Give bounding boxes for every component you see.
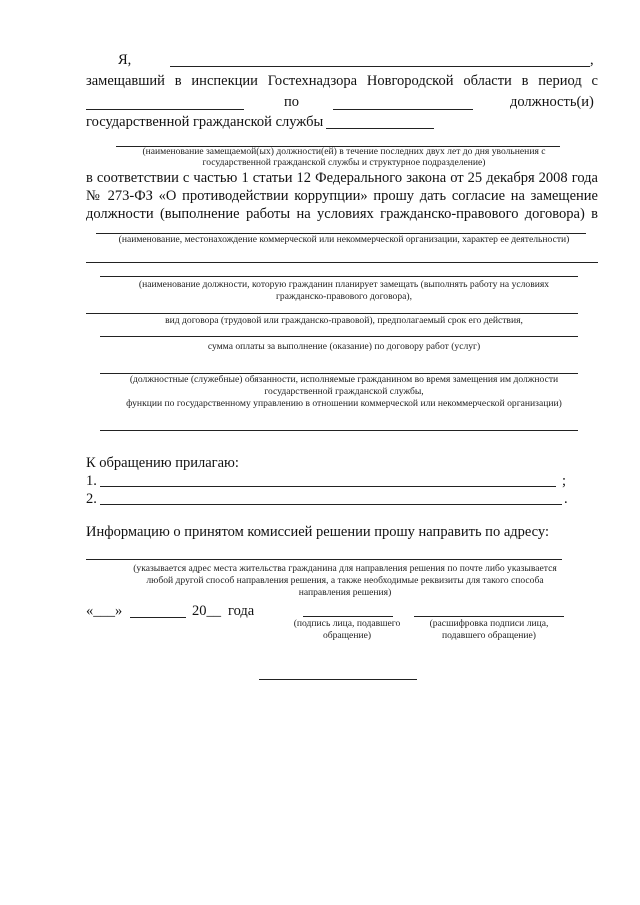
caption-6-line-1: (должностные (служебные) обязанности, исполняемые гражданином во время замещения им должности (129, 374, 559, 385)
attachment-2-line[interactable] (100, 504, 562, 505)
period-from-line[interactable] (86, 109, 244, 110)
intro-line-2: замещавший в инспекции Гостехнадзора Новгородской области в период с (86, 73, 598, 89)
caption-7-line-3: направления решения) (298, 587, 392, 598)
attachment-1-end: ; (562, 473, 567, 489)
signature-decode-line[interactable] (414, 616, 564, 617)
body-line-1: в соответствии с частью 1 статьи 12 Федерального закона от 25 декабря 2008 года (86, 170, 598, 186)
caption-1-line-1: (наименование замещаемой(ых) должности(ей) в течение последних двух лет до дня увольнения с (142, 146, 546, 157)
attachment-1-line[interactable] (100, 486, 556, 487)
caption-3-line-2: гражданско-правового договора), (276, 291, 412, 302)
body-line-2: № 273-ФЗ «О противодействии коррупции» прошу дать согласие на замещение (86, 188, 598, 204)
attachment-2-number: 2. (86, 491, 97, 507)
signature-line[interactable] (303, 616, 393, 617)
payment-field-line[interactable] (100, 336, 578, 337)
date-year-word: года (228, 603, 255, 619)
name-field-line[interactable] (170, 66, 590, 67)
caption-7-line-2: любой другой способ направления решения, а также необходимые реквизиты для такого способа (146, 575, 544, 586)
caption-2: (наименование, местонахождение коммерческой или некоммерческой организации, характер ее деятельности) (118, 234, 570, 245)
date-day[interactable]: «___» (86, 603, 123, 619)
caption-7-line-1: (указывается адрес места жительства гражданина для направления решения по почте либо указывается (133, 563, 557, 574)
intro-ya: Я, (118, 52, 132, 68)
signature-label-line-2: обращение) (322, 630, 372, 641)
period-to-line[interactable] (333, 109, 473, 110)
footer-separator (259, 679, 417, 680)
contract-type-field-line[interactable] (86, 313, 578, 314)
intro-po: по (284, 94, 300, 110)
body-line-3: должности (выполнение работы на условиях гражданско-правового договора) в (86, 206, 598, 222)
signature-label-line-1: (подпись лица, подавшего (293, 618, 401, 629)
caption-6-line-2: государственной гражданской службы, (264, 386, 424, 397)
duties-field-line-2[interactable] (100, 430, 578, 431)
caption-6-line-3: функции по государственному управлению в отношении коммерческой или некоммерческой организации) (126, 398, 562, 409)
attachment-2-end: . (564, 491, 568, 507)
planned-position-field-line[interactable] (100, 276, 578, 277)
caption-3-line-1: (наименование должности, которую гражданин планирует замещать (выполнять работу на условиях (138, 279, 550, 290)
position-field-line[interactable] (326, 128, 434, 129)
attachment-1-number: 1. (86, 473, 97, 489)
caption-4: вид договора (трудовой или гражданско-правовой), предполагаемый срок его действия, (165, 315, 523, 326)
intro-dolzhnost: должность(и) (510, 94, 594, 110)
intro-line-4: государственной гражданской службы (86, 114, 324, 130)
address-field-line[interactable] (86, 559, 562, 560)
date-month-line[interactable] (130, 617, 186, 618)
caption-5: сумма оплаты за выполнение (оказание) по договору работ (услуг) (207, 341, 481, 352)
attachments-heading: К обращению прилагаю: (86, 455, 239, 471)
caption-1-line-2: государственной гражданской службы и структурное подразделение) (202, 157, 486, 168)
organization-field-line-2[interactable] (86, 262, 598, 263)
intro-comma: , (590, 52, 594, 68)
address-heading: Информацию о принятом комиссией решении прошу направить по адресу: (86, 524, 550, 540)
decode-label-line-2: подавшего обращение) (442, 630, 536, 641)
decode-label-line-1: (расшифровка подписи лица, (429, 618, 549, 629)
date-year[interactable]: 20__ (192, 603, 221, 619)
